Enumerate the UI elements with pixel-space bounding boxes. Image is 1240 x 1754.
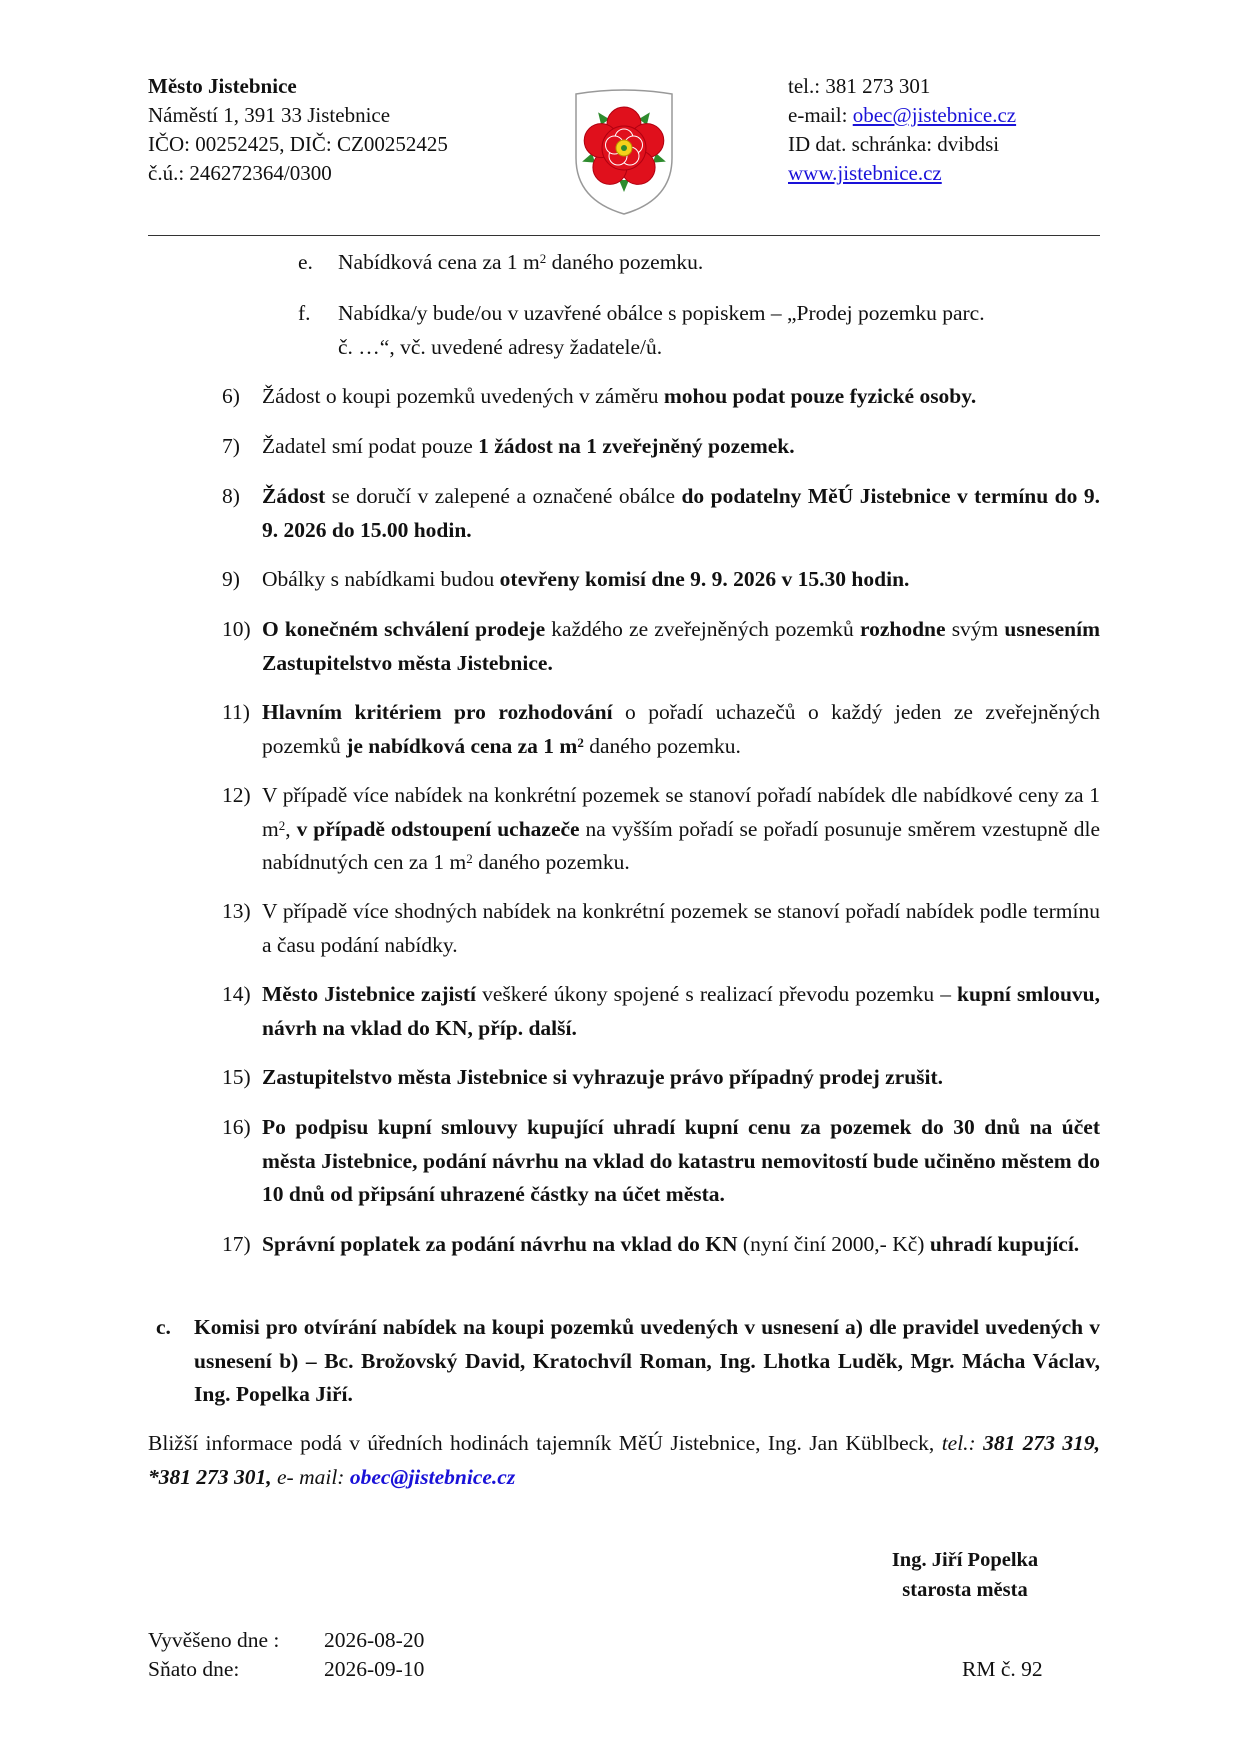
item-17: Správní poplatek za podání návrhu na vklad do KN (nyní činí 2000,- Kč) uhradí kupující. <box>262 1232 1080 1256</box>
sub-item-f: Nabídka/y bude/ou v uzavřené obálce s popiskem – „Prodej pozemku parc. č. …“, vč. uvedené adresy žadatele/ů. <box>338 301 985 359</box>
item-12-number: 12) <box>222 783 251 807</box>
item-14-number: 14) <box>222 982 251 1006</box>
sub-item-f-letter: f. <box>298 301 311 325</box>
item-6-number: 6) <box>222 384 240 408</box>
org-name: Město Jistebnice <box>148 74 297 98</box>
org-databox: ID dat. schránka: dvibdsi <box>788 132 1000 156</box>
coat-of-arms-icon <box>568 88 680 216</box>
item-10-number: 10) <box>222 617 251 641</box>
removed-label: Sňato dne: <box>148 1657 240 1681</box>
item-15-number: 15) <box>222 1065 251 1089</box>
item-16-number: 16) <box>222 1115 251 1139</box>
item-7-number: 7) <box>222 434 240 458</box>
item-17-number: 17) <box>222 1232 251 1256</box>
org-tel: tel.: 381 273 301 <box>788 74 931 98</box>
item-14: Město Jistebnice zajistí veškeré úkony spojené s realizací převodu pozemku – kupní smlouvu, návrh na vklad do KN, příp. další. <box>262 982 1100 1040</box>
org-ids: IČO: 00252425, DIČ: CZ00252425 <box>148 132 448 156</box>
org-address: Náměstí 1, 391 33 Jistebnice <box>148 103 391 127</box>
item-11-number: 11) <box>222 700 250 724</box>
org-email-line: e-mail: obec@jistebnice.cz <box>788 103 1017 127</box>
letterhead-right <box>788 72 1016 188</box>
email-link[interactable]: obec@jistebnice.cz <box>852 103 1017 127</box>
contact-info: Bližší informace podá v úředních hodinách tajemník MěÚ Jistebnice, Ing. Jan Küblbeck, tel.: 381 273 319, *381 273 301, e- mail: obec@jistebnice.cz <box>148 1431 1100 1489</box>
org-account: č.ú.: 246272364/0300 <box>148 161 332 185</box>
item-11: Hlavním kritériem pro rozhodování o pořadí uchazečů o každý jeden ze zveřejněných pozemků je nabídková cena za 1 $m^2$ daného pozemku. <box>262 700 1100 758</box>
web-link[interactable]: www.jistebnice.cz <box>788 161 942 185</box>
item-9: Obálky s nabídkami budou otevřeny komisí dne 9. 9. 2026 v 15.30 hodin. <box>262 567 910 591</box>
item-8-number: 8) <box>222 484 240 508</box>
signature-block <box>880 1545 1050 1605</box>
item-12: V případě více nabídek na konkrétní pozemek se stanoví pořadí nabídek dle nabídkové ceny za 1 $m^2$, v případě odstoupení uchazeče na vyšším pořadí se pořadí posunuje směrem vzestupně dle nabídnutých cen za 1 $m^2$ daného pozemku. <box>262 783 1100 874</box>
item-13-number: 13) <box>222 899 251 923</box>
header-divider <box>148 235 1100 236</box>
section-c-letter: c. <box>156 1315 171 1339</box>
item-9-number: 9) <box>222 567 240 591</box>
posted-date: 2026-08-20 <box>324 1628 425 1652</box>
contact-email-link[interactable]: obec@jistebnice.cz <box>349 1464 516 1489</box>
item-15: Zastupitelstvo města Jistebnice si vyhrazuje právo případný prodej zrušit. <box>262 1065 944 1089</box>
item-8: Žádost se doručí v zalepené a označené obálce do podatelny MěÚ Jistebnice v termínu do 9. 9. 2026 do 15.00 hodin. <box>262 484 1100 542</box>
signatory-name: Ing. Jiří Popelka <box>891 1549 1039 1571</box>
signatory-title: starosta města <box>902 1579 1028 1601</box>
sub-item-e-letter: e. <box>298 250 313 274</box>
removed-date: 2026-09-10 <box>324 1657 425 1681</box>
item-16: Po podpisu kupní smlouvy kupující uhradí kupní cenu za pozemek do 30 dnů na účet města Jistebnice, podání návrhu na vklad do katastru nemovitostí bude učiněno městem do 10 dnů od připsání uhrazené částky na účet města. <box>262 1115 1100 1206</box>
letterhead-left <box>148 72 448 188</box>
item-6: Žádost o koupi pozemků uvedených v záměru mohou podat pouze fyzické osoby. <box>262 384 977 408</box>
posted-label: Vyvěšeno dne : <box>148 1628 280 1652</box>
resolution-ref: RM č. 92 <box>962 1657 1043 1681</box>
item-7: Žadatel smí podat pouze 1 žádost na 1 zveřejněný pozemek. <box>262 434 795 458</box>
item-10: O konečném schválení prodeje každého ze zveřejněných pozemků rozhodne svým usnesením Zastupitelstvo města Jistebnice. <box>262 617 1100 675</box>
section-c-text: Komisi pro otvírání nabídek na koupi pozemků uvedených v usnesení a) dle pravidel uvedených v usnesení b) – Bc. Brožovský David, Kratochvíl Roman, Ing. Lhotka Luděk, Mgr. Mácha Václav, Ing. Popelka Jiří. <box>194 1315 1100 1406</box>
item-13: V případě více shodných nabídek na konkrétní pozemek se stanoví pořadí nabídek podle termínu a času podání nabídky. <box>262 899 1100 957</box>
sub-item-e: Nabídková cena za 1 $m^2$ daného pozemku. <box>338 250 704 274</box>
